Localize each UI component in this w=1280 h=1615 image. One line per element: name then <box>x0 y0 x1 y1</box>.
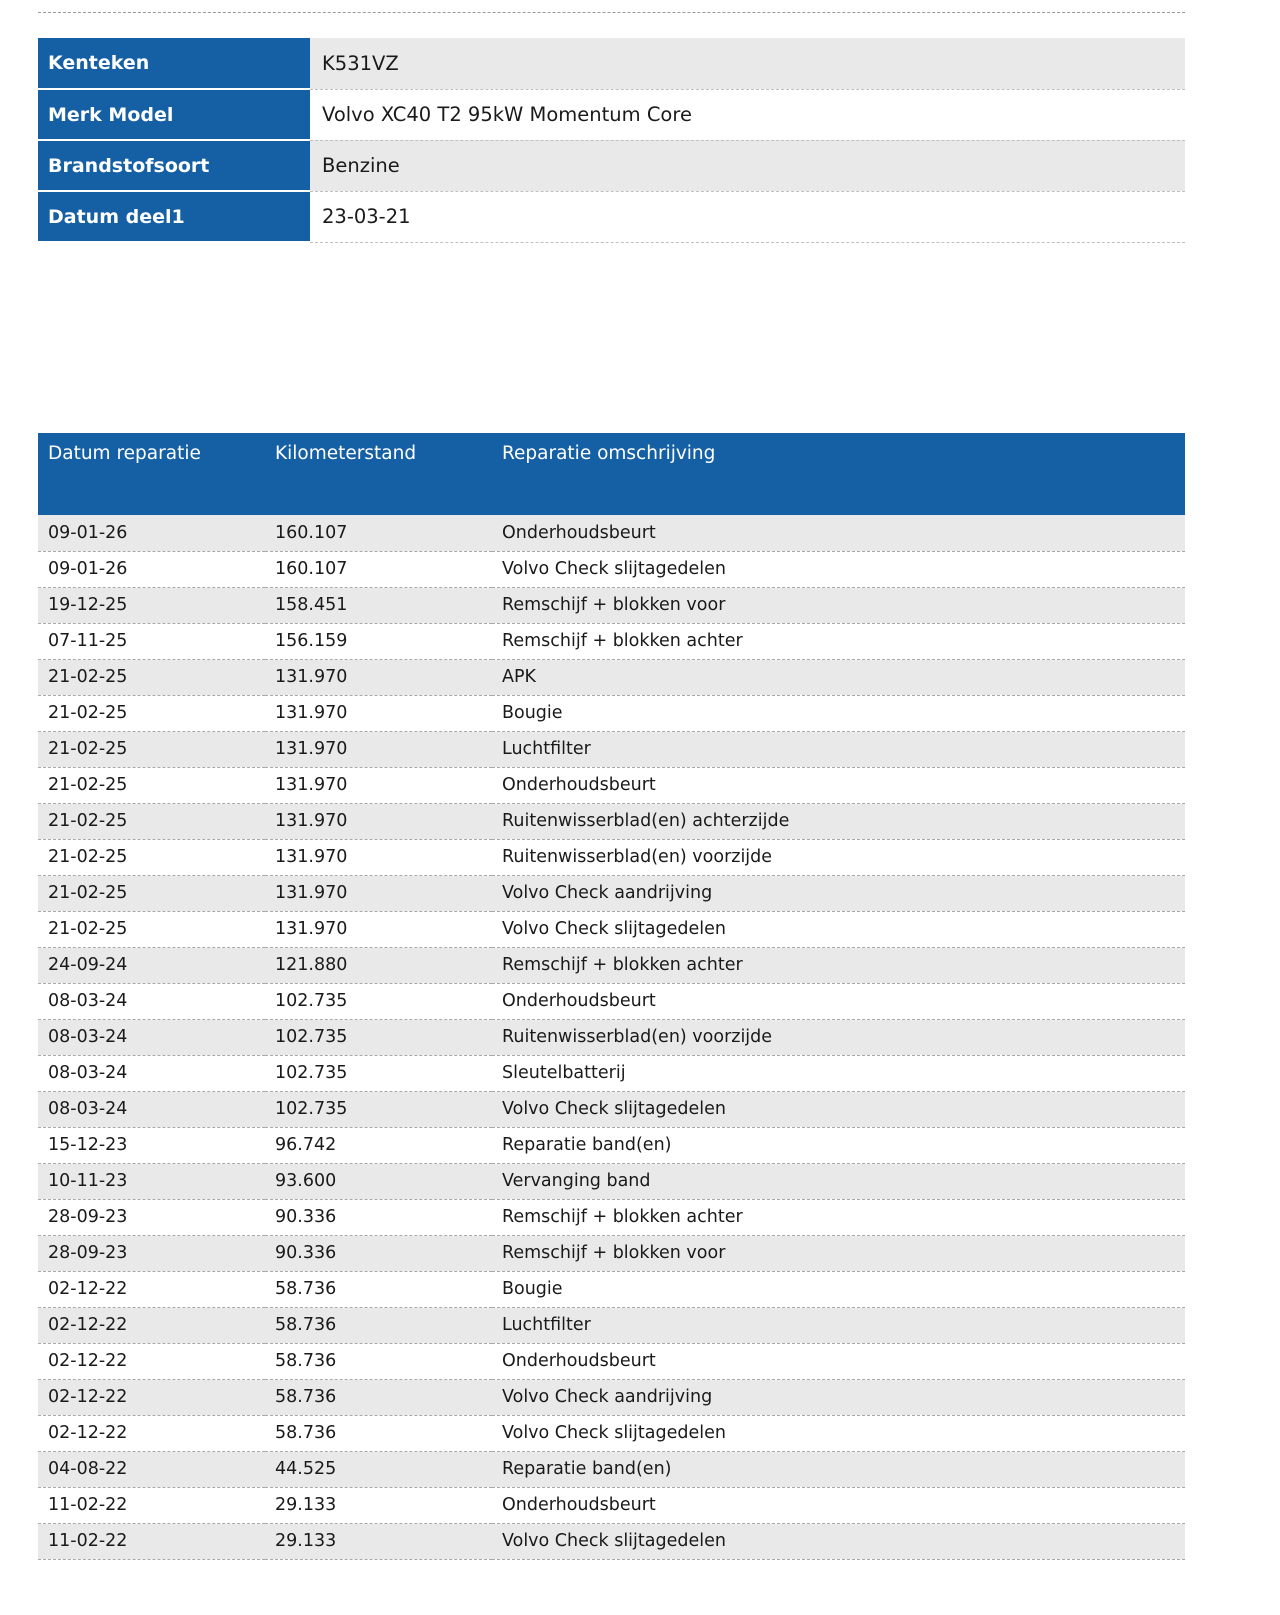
odometer-cell: 58.736 <box>265 1343 492 1379</box>
odometer-cell: 131.970 <box>265 731 492 767</box>
repair-date-cell: 21-02-25 <box>38 731 265 767</box>
repair-date-cell: 28-09-23 <box>38 1235 265 1271</box>
repair-description-cell: Ruitenwisserblad(en) achterzijde <box>492 803 1185 839</box>
repair-date-cell: 10-11-23 <box>38 1163 265 1199</box>
odometer-cell: 131.970 <box>265 767 492 803</box>
table-row <box>38 659 1185 695</box>
repair-date-cell: 21-02-25 <box>38 695 265 731</box>
repair-date-cell: 15-12-23 <box>38 1127 265 1163</box>
odometer-cell: 102.735 <box>265 1091 492 1127</box>
odometer-cell: 158.451 <box>265 587 492 623</box>
repair-description-cell: Volvo Check slijtagedelen <box>492 1091 1185 1127</box>
repair-date-cell: 24-09-24 <box>38 947 265 983</box>
table-row <box>38 1271 1185 1307</box>
table-row <box>38 875 1185 911</box>
repair-date-cell: 04-08-22 <box>38 1451 265 1487</box>
repair-description-cell: Reparatie band(en) <box>492 1451 1185 1487</box>
repair-description-cell: Luchtfilter <box>492 731 1185 767</box>
table-row <box>38 1199 1185 1235</box>
repair-description-cell: Volvo Check slijtagedelen <box>492 1523 1185 1559</box>
repair-description-cell: Bougie <box>492 1271 1185 1307</box>
repair-date-cell: 08-03-24 <box>38 983 265 1019</box>
repair-date-cell: 21-02-25 <box>38 767 265 803</box>
repair-date-cell: 21-02-25 <box>38 911 265 947</box>
odometer-cell: 58.736 <box>265 1307 492 1343</box>
vehicle-info-label: Datum deel1 <box>38 191 310 242</box>
odometer-cell: 102.735 <box>265 1019 492 1055</box>
repair-date-cell: 21-02-25 <box>38 803 265 839</box>
repair-date-cell: 28-09-23 <box>38 1199 265 1235</box>
repair-description-cell: Volvo Check slijtagedelen <box>492 1415 1185 1451</box>
repair-description-cell: Onderhoudsbeurt <box>492 1343 1185 1379</box>
repairs-col-header-odometer: Kilometerstand <box>265 433 492 515</box>
table-row <box>38 1235 1185 1271</box>
vehicle-info-row <box>38 38 1185 89</box>
odometer-cell: 131.970 <box>265 803 492 839</box>
table-row <box>38 1091 1185 1127</box>
table-row <box>38 767 1185 803</box>
repair-description-cell: Remschijf + blokken voor <box>492 587 1185 623</box>
repair-description-cell: Vervanging band <box>492 1163 1185 1199</box>
repair-description-cell: Remschijf + blokken achter <box>492 947 1185 983</box>
table-row <box>38 1379 1185 1415</box>
repair-date-cell: 21-02-25 <box>38 839 265 875</box>
repair-date-cell: 02-12-22 <box>38 1343 265 1379</box>
odometer-cell: 90.336 <box>265 1199 492 1235</box>
odometer-cell: 131.970 <box>265 875 492 911</box>
repair-description-cell: Volvo Check slijtagedelen <box>492 911 1185 947</box>
repair-date-cell: 11-02-22 <box>38 1523 265 1559</box>
table-row <box>38 1487 1185 1523</box>
repair-date-cell: 19-12-25 <box>38 587 265 623</box>
repair-date-cell: 08-03-24 <box>38 1055 265 1091</box>
repair-date-cell: 02-12-22 <box>38 1379 265 1415</box>
table-row <box>38 1523 1185 1559</box>
table-row <box>38 1019 1185 1055</box>
repair-date-cell: 08-03-24 <box>38 1091 265 1127</box>
odometer-cell: 156.159 <box>265 623 492 659</box>
repair-description-cell: Reparatie band(en) <box>492 1127 1185 1163</box>
repair-date-cell: 07-11-25 <box>38 623 265 659</box>
repair-date-cell: 11-02-22 <box>38 1487 265 1523</box>
repair-description-cell: Bougie <box>492 695 1185 731</box>
table-row <box>38 1163 1185 1199</box>
table-row <box>38 587 1185 623</box>
repairs-table-head <box>38 433 1185 515</box>
table-row <box>38 731 1185 767</box>
odometer-cell: 102.735 <box>265 983 492 1019</box>
repair-description-cell: Remschijf + blokken achter <box>492 623 1185 659</box>
repairs-table <box>38 433 1185 1560</box>
odometer-cell: 90.336 <box>265 1235 492 1271</box>
table-row <box>38 1307 1185 1343</box>
repairs-table-body <box>38 515 1185 1559</box>
odometer-cell: 29.133 <box>265 1523 492 1559</box>
repair-date-cell: 21-02-25 <box>38 659 265 695</box>
odometer-cell: 93.600 <box>265 1163 492 1199</box>
table-row <box>38 1343 1185 1379</box>
repair-date-cell: 09-01-26 <box>38 515 265 551</box>
vehicle-info-row <box>38 89 1185 140</box>
vehicle-info-table <box>38 38 1185 243</box>
table-row <box>38 623 1185 659</box>
vehicle-info-row <box>38 140 1185 191</box>
table-row <box>38 515 1185 551</box>
repair-date-cell: 09-01-26 <box>38 551 265 587</box>
table-row <box>38 839 1185 875</box>
repair-date-cell: 08-03-24 <box>38 1019 265 1055</box>
odometer-cell: 102.735 <box>265 1055 492 1091</box>
repair-description-cell: Volvo Check slijtagedelen <box>492 551 1185 587</box>
odometer-cell: 131.970 <box>265 839 492 875</box>
repair-description-cell: Onderhoudsbeurt <box>492 1487 1185 1523</box>
repair-description-cell: Remschijf + blokken achter <box>492 1199 1185 1235</box>
table-row <box>38 911 1185 947</box>
table-row <box>38 695 1185 731</box>
vehicle-info-row <box>38 191 1185 242</box>
vehicle-info-label: Kenteken <box>38 38 310 89</box>
vehicle-info-label: Brandstofsoort <box>38 140 310 191</box>
repair-description-cell: Ruitenwisserblad(en) voorzijde <box>492 1019 1185 1055</box>
odometer-cell: 121.880 <box>265 947 492 983</box>
repair-date-cell: 02-12-22 <box>38 1271 265 1307</box>
odometer-cell: 58.736 <box>265 1415 492 1451</box>
vehicle-info-label: Merk Model <box>38 89 310 140</box>
table-row <box>38 1127 1185 1163</box>
repair-description-cell: Volvo Check aandrijving <box>492 1379 1185 1415</box>
repair-description-cell: Onderhoudsbeurt <box>492 515 1185 551</box>
table-row <box>38 983 1185 1019</box>
table-row <box>38 803 1185 839</box>
odometer-cell: 58.736 <box>265 1379 492 1415</box>
repair-description-cell: Volvo Check aandrijving <box>492 875 1185 911</box>
odometer-cell: 160.107 <box>265 551 492 587</box>
table-row <box>38 1415 1185 1451</box>
repair-date-cell: 02-12-22 <box>38 1415 265 1451</box>
vehicle-info-value: Volvo XC40 T2 95kW Momentum Core <box>310 89 1185 140</box>
odometer-cell: 131.970 <box>265 659 492 695</box>
repair-description-cell: Luchtfilter <box>492 1307 1185 1343</box>
top-divider <box>38 12 1185 13</box>
vehicle-info-value: 23-03-21 <box>310 191 1185 242</box>
odometer-cell: 29.133 <box>265 1487 492 1523</box>
vehicle-info-body <box>38 38 1185 242</box>
odometer-cell: 96.742 <box>265 1127 492 1163</box>
odometer-cell: 131.970 <box>265 911 492 947</box>
repair-description-cell: APK <box>492 659 1185 695</box>
table-row <box>38 1451 1185 1487</box>
repairs-col-header-description: Reparatie omschrijving <box>492 433 1185 515</box>
repair-description-cell: Onderhoudsbeurt <box>492 983 1185 1019</box>
vehicle-info-value: Benzine <box>310 140 1185 191</box>
odometer-cell: 131.970 <box>265 695 492 731</box>
repair-date-cell: 02-12-22 <box>38 1307 265 1343</box>
repairs-col-header-date: Datum reparatie <box>38 433 265 515</box>
odometer-cell: 160.107 <box>265 515 492 551</box>
repair-description-cell: Onderhoudsbeurt <box>492 767 1185 803</box>
repair-description-cell: Sleutelbatterij <box>492 1055 1185 1091</box>
table-row <box>38 551 1185 587</box>
odometer-cell: 58.736 <box>265 1271 492 1307</box>
repair-description-cell: Ruitenwisserblad(en) voorzijde <box>492 839 1185 875</box>
repair-date-cell: 21-02-25 <box>38 875 265 911</box>
vehicle-info-value: K531VZ <box>310 38 1185 89</box>
table-row <box>38 1055 1185 1091</box>
table-row <box>38 947 1185 983</box>
repair-description-cell: Remschijf + blokken voor <box>492 1235 1185 1271</box>
repairs-header-row <box>38 433 1185 515</box>
odometer-cell: 44.525 <box>265 1451 492 1487</box>
